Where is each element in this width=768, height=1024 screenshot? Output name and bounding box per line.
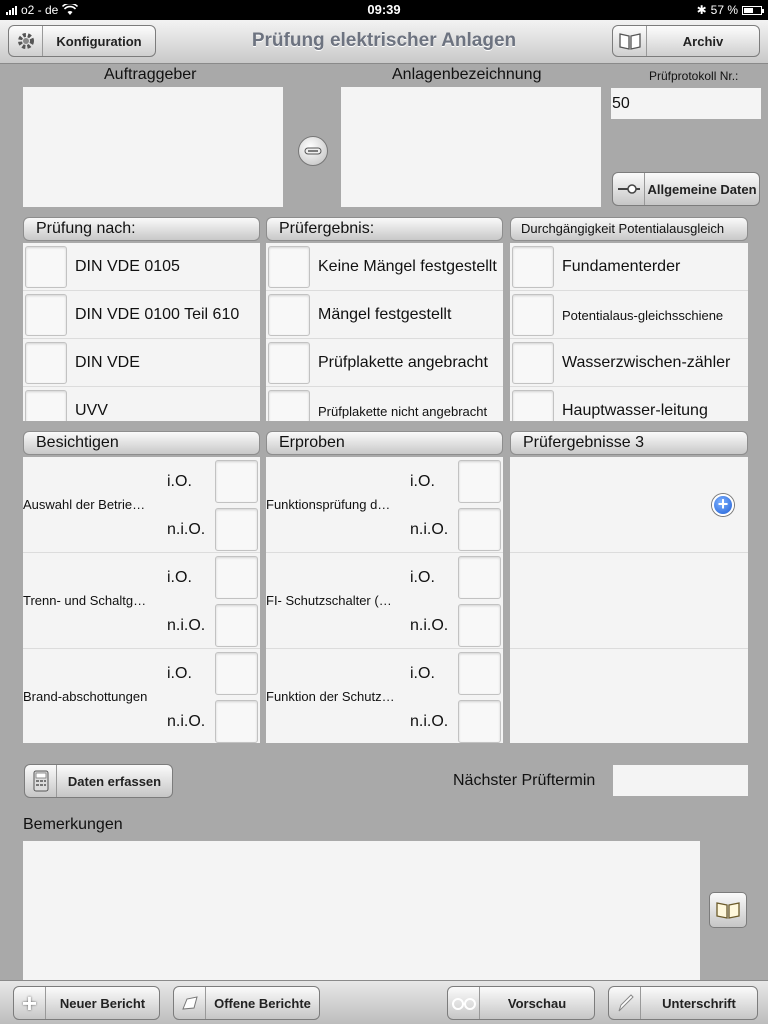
list-item-label: Wasserzwischen-zähler	[562, 354, 731, 371]
list-item-label: Fundamenterder	[562, 258, 681, 275]
archive-button[interactable]	[612, 25, 760, 57]
pen-icon	[609, 987, 641, 1019]
not-ok-label: n.i.O.	[410, 713, 449, 730]
carrier-name: o2 - de	[21, 3, 59, 17]
navigation-bar	[0, 20, 768, 64]
not-ok-label: n.i.O.	[167, 617, 206, 634]
ok-label: i.O.	[167, 569, 192, 586]
next-date-label: Nächster Prüftermin	[453, 772, 596, 789]
list-item[interactable]	[510, 291, 748, 339]
check-item-label: Funktionsprüfung d…	[266, 497, 391, 512]
general-data-button[interactable]	[612, 172, 760, 206]
battery-percent: 57 %	[710, 3, 738, 17]
list-item[interactable]	[23, 387, 260, 421]
list-item-label: DIN VDE	[75, 354, 140, 371]
preview-button[interactable]	[447, 986, 595, 1020]
open-reports-label: Offene Berichte	[214, 995, 311, 1011]
data-capture-button[interactable]	[24, 764, 173, 798]
status-bar	[0, 0, 768, 20]
not-ok-label: n.i.O.	[167, 521, 206, 538]
panel-pruefung-nach	[23, 243, 260, 421]
checkbox[interactable]	[25, 342, 67, 384]
archive-button-label: Archiv	[682, 33, 724, 49]
ok-label: i.O.	[410, 665, 435, 682]
table-row	[23, 649, 260, 743]
calculator-icon	[25, 765, 57, 797]
protocol-number-value: 50	[612, 95, 630, 112]
list-item-label: DIN VDE 0100 Teil 610	[75, 306, 240, 323]
not-ok-label: n.i.O.	[410, 617, 449, 634]
checkbox[interactable]	[25, 294, 67, 336]
list-item[interactable]	[510, 339, 748, 387]
preview-label: Vorschau	[507, 995, 567, 1011]
check-item-label: Brand-abschottungen	[23, 689, 148, 704]
not-ok-checkbox[interactable]	[215, 508, 258, 551]
list-item-label: Mängel festgestellt	[318, 306, 452, 323]
list-item[interactable]	[510, 387, 748, 421]
section-header-pruefergebnisse-3: Prüfergebnisse 3	[510, 431, 748, 455]
ok-checkbox[interactable]	[458, 652, 501, 695]
protocol-label: Prüfprotokoll Nr.:	[649, 69, 739, 83]
checkbox[interactable]	[512, 246, 554, 288]
list-item[interactable]	[23, 243, 260, 291]
checkbox[interactable]	[512, 390, 554, 421]
bluetooth-icon: ✱	[696, 3, 707, 17]
list-item-label: Hauptwasser-leitung	[562, 402, 708, 419]
ok-checkbox[interactable]	[458, 460, 501, 503]
list-item-label: Keine Mängel festgestellt	[318, 258, 497, 275]
notes-book-button[interactable]	[709, 892, 747, 928]
glasses-icon	[448, 987, 480, 1019]
list-item-label: Prüfplakette nicht angebracht	[318, 403, 488, 419]
panel-pruefergebnis	[266, 243, 503, 421]
connector-icon	[613, 173, 645, 205]
swap-icon[interactable]	[298, 136, 328, 166]
next-date-field[interactable]	[613, 765, 748, 796]
plus-icon: +	[14, 987, 46, 1019]
not-ok-checkbox[interactable]	[458, 508, 501, 551]
open-reports-button[interactable]	[173, 986, 320, 1020]
list-item-label: Potentialaus-gleichsschiene	[562, 307, 724, 323]
not-ok-checkbox[interactable]	[215, 700, 258, 743]
panel-pruefergebnisse-3	[510, 457, 748, 743]
system-field[interactable]	[341, 87, 601, 207]
checkbox[interactable]	[268, 342, 310, 384]
list-item-label: Prüfplakette angebracht	[318, 354, 488, 371]
ok-checkbox[interactable]	[215, 460, 258, 503]
remarks-label: Bemerkungen	[23, 816, 123, 833]
book-icon	[715, 900, 741, 920]
checkbox[interactable]	[512, 294, 554, 336]
list-item[interactable]	[510, 243, 748, 291]
new-report-label: Neuer Bericht	[59, 995, 146, 1011]
list-item[interactable]	[266, 339, 503, 387]
section-header-pruefung-nach: Prüfung nach:	[23, 217, 260, 241]
folder-icon	[174, 987, 206, 1019]
section-header-potentialausgleich: Durchgängigkeit Potentialausgleich	[510, 217, 748, 241]
list-item[interactable]	[266, 387, 503, 421]
new-report-button[interactable]	[13, 986, 160, 1020]
system-label: Anlagenbezeichnung	[392, 66, 542, 83]
data-capture-label: Daten erfassen	[67, 773, 162, 789]
page-title: Prüfung elektrischer Anlagen	[251, 30, 517, 51]
battery-info	[697, 3, 762, 17]
checkbox[interactable]	[25, 390, 67, 421]
not-ok-checkbox[interactable]	[458, 604, 501, 647]
client-label: Auftraggeber	[104, 66, 197, 83]
not-ok-label: n.i.O.	[410, 521, 449, 538]
list-item[interactable]	[23, 291, 260, 339]
bottom-toolbar	[0, 980, 768, 1024]
list-item-label: DIN VDE 0105	[75, 258, 180, 275]
panel-erproben	[266, 457, 503, 743]
table-row	[266, 457, 503, 553]
not-ok-label: n.i.O.	[167, 713, 206, 730]
list-item[interactable]	[266, 243, 503, 291]
table-row	[266, 649, 503, 743]
add-icon[interactable]: +	[712, 494, 734, 516]
panel-potentialausgleich	[510, 243, 748, 421]
configuration-button-label: Konfiguration	[56, 33, 142, 49]
table-row	[23, 457, 260, 553]
ok-checkbox[interactable]	[215, 556, 258, 599]
battery-icon	[742, 6, 762, 15]
check-item-label: Trenn- und Schaltg…	[23, 593, 147, 608]
check-item-label: FI- Schutzschalter (…	[266, 593, 392, 608]
checkbox[interactable]	[512, 342, 554, 384]
ok-checkbox[interactable]	[458, 556, 501, 599]
table-row	[266, 553, 503, 649]
ok-label: i.O.	[167, 665, 192, 682]
ok-checkbox[interactable]	[215, 652, 258, 695]
book-icon	[613, 26, 647, 56]
signature-label: Unterschrift	[662, 995, 736, 1011]
remarks-field[interactable]	[23, 841, 700, 980]
check-item-label: Funktion der Schutz…	[266, 689, 395, 704]
general-data-label: Allgemeine Daten	[647, 181, 757, 197]
protocol-number-field[interactable]	[611, 88, 761, 119]
table-row	[510, 553, 748, 649]
ok-label: i.O.	[410, 473, 435, 490]
signature-button[interactable]	[608, 986, 758, 1020]
section-header-besichtigen: Besichtigen	[23, 431, 260, 455]
client-field[interactable]	[23, 87, 283, 207]
table-row	[510, 649, 748, 743]
ok-label: i.O.	[410, 569, 435, 586]
list-item[interactable]	[23, 339, 260, 387]
checkbox[interactable]	[268, 246, 310, 288]
checkbox[interactable]	[25, 246, 67, 288]
check-item-label: Auswahl der Betrie…	[23, 497, 146, 512]
checkbox[interactable]	[268, 390, 310, 421]
ok-label: i.O.	[167, 473, 192, 490]
list-item-label: UVV	[75, 402, 108, 419]
not-ok-checkbox[interactable]	[215, 604, 258, 647]
table-row	[23, 553, 260, 649]
section-header-pruefergebnis: Prüfergebnis:	[266, 217, 503, 241]
panel-besichtigen	[23, 457, 260, 743]
clock: 09:39	[367, 2, 401, 17]
checkbox[interactable]	[268, 294, 310, 336]
list-item[interactable]	[266, 291, 503, 339]
not-ok-checkbox[interactable]	[458, 700, 501, 743]
section-header-erproben: Erproben	[266, 431, 503, 455]
